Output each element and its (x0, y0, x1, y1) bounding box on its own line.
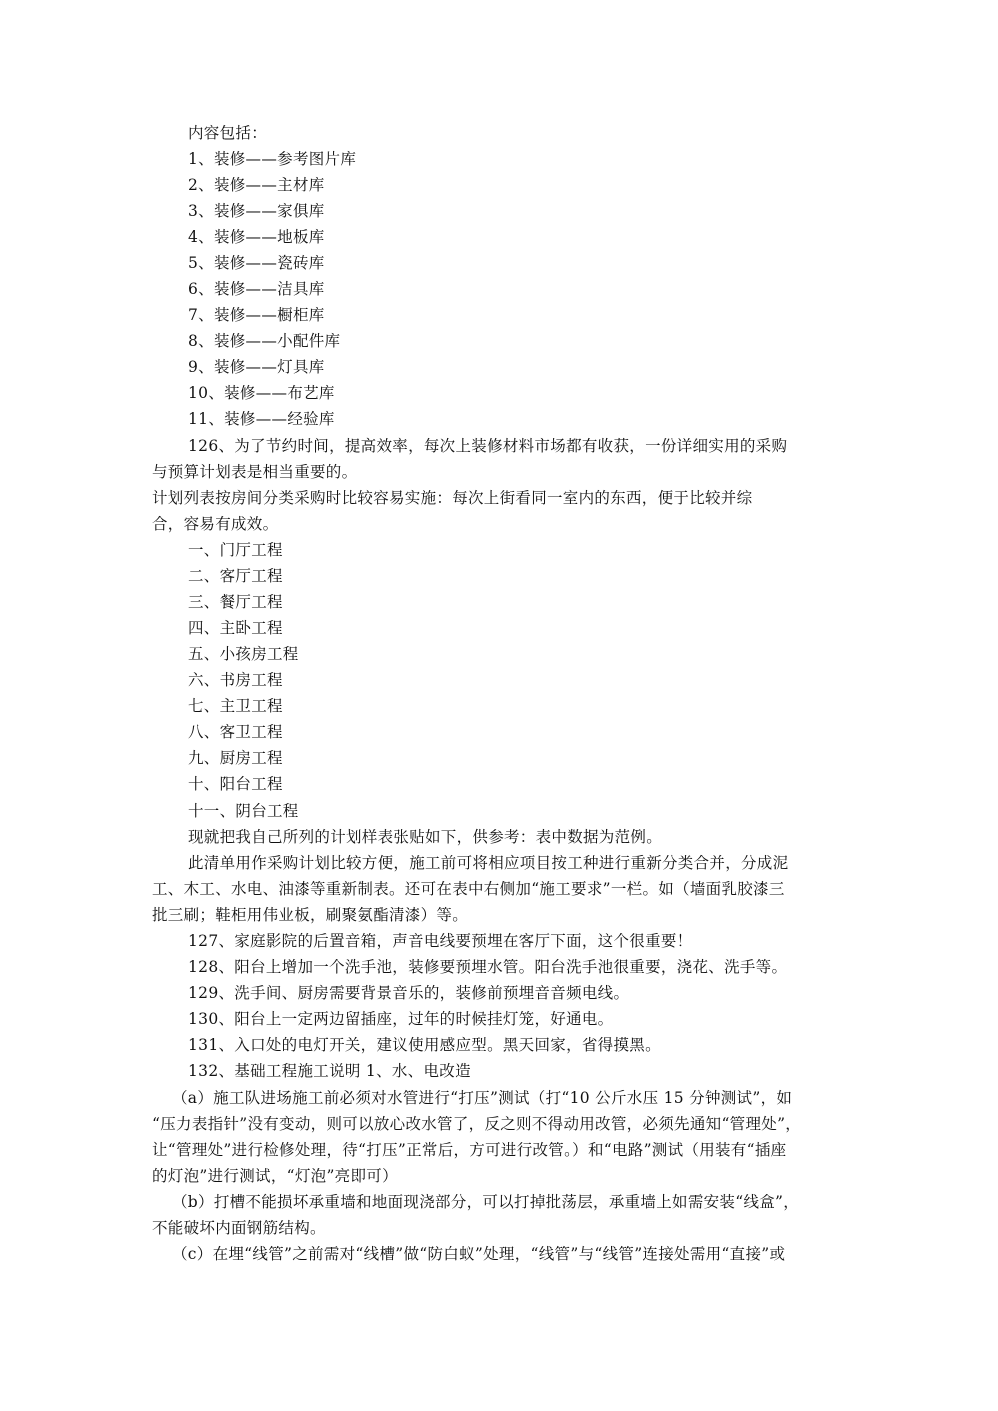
paragraph-line: 131、入口处的电灯开关，建议使用感应型。黑天回家，省得摸黑。 (188, 1036, 661, 1054)
paragraph-line: 合，容易有成效。 (152, 515, 279, 533)
paragraph-line: 的灯泡”进行测试，“灯泡”亮即可） (152, 1167, 398, 1185)
paragraph-line: 127、家庭影院的后置音箱，声音电线要预埋在客厅下面，这个很重要！ (188, 932, 693, 950)
list-item: 十、阳台工程 (188, 775, 283, 793)
paragraph-line: 130、阳台上一定两边留插座，过年的时候挂灯笼，好通电。 (188, 1010, 614, 1028)
list-item: 8、装修——小配件库 (188, 332, 341, 350)
paragraph-line: 现就把我自己所列的计划样表张贴如下，供参考：表中数据为范例。 (188, 828, 663, 846)
paragraph-line: 不能破坏内面钢筋结构。 (152, 1219, 326, 1237)
list-item: 9、装修——灯具库 (188, 358, 325, 376)
paragraph-line: （c）在埋“线管”之前需对“线槽”做“防白蚁”处理，“线管”与“线管”连接处需用“直接”或 (172, 1245, 786, 1263)
list-item: 二、客厅工程 (188, 567, 283, 585)
list-item: 5、装修——瓷砖库 (188, 254, 325, 272)
list-item: 11、装修——经验库 (188, 410, 335, 428)
list-item: 八、客卫工程 (188, 723, 283, 741)
list-item: 1、装修——参考图片库 (188, 150, 357, 168)
paragraph-line: 128、阳台上增加一个洗手池，装修要预埋水管。阳台洗手池很重要，浇花、洗手等。 (188, 958, 788, 976)
text-line: 内容包括： (188, 124, 268, 142)
paragraph-line: 计划列表按房间分类采购时比较容易实施：每次上街看同一室内的东西，便于比较并综 (152, 489, 753, 507)
list-item: 3、装修——家俱库 (188, 202, 325, 220)
paragraph-line: “压力表指针”没有变动，则可以放心改水管了，反之则不得动用改管，必须先通知“管理处”， (152, 1115, 802, 1133)
list-item: 六、书房工程 (188, 671, 283, 689)
list-item: 三、餐厅工程 (188, 593, 283, 611)
list-item: 一、门厅工程 (188, 541, 283, 559)
list-item: 五、小孩房工程 (188, 645, 299, 663)
list-item: 四、主卧工程 (188, 619, 283, 637)
list-item: 7、装修——橱柜库 (188, 306, 325, 324)
paragraph-line: 132、基础工程施工说明 1、水、电改造 (188, 1062, 471, 1080)
list-item: 6、装修——洁具库 (188, 280, 325, 298)
list-item: 十一、阴台工程 (188, 802, 299, 820)
paragraph-line: 批三刷；鞋柜用伟业板，刷聚氨酯清漆）等。 (152, 906, 469, 924)
paragraph-line: 此清单用作采购计划比较方便，施工前可将相应项目按工种进行重新分类合并，分成泥 (188, 854, 789, 872)
paragraph-line: 129、洗手间、厨房需要背景音乐的，装修前预埋音音频电线。 (188, 984, 630, 1002)
paragraph-line: 126、为了节约时间，提高效率，每次上装修材料市场都有收获，一份详细实用的采购 (188, 437, 788, 455)
list-item: 4、装修——地板库 (188, 228, 325, 246)
paragraph-line: 工、木工、水电、油漆等重新制表。还可在表中右侧加“施工要求”一栏。如（墙面乳胶漆三 (152, 880, 785, 898)
list-item: 10、装修——布艺库 (188, 384, 335, 402)
paragraph-line: 让“管理处”进行检修处理，待“打压”正常后，方可进行改管。）和“电路”测试（用装有“插座 (152, 1141, 787, 1159)
paragraph-line: （b）打槽不能损坏承重墙和地面现浇部分，可以打掉批荡层，承重墙上如需安装“线盒”， (172, 1193, 800, 1211)
list-item: 九、厨房工程 (188, 749, 283, 767)
list-item: 七、主卫工程 (188, 697, 283, 715)
list-item: 2、装修——主材库 (188, 176, 325, 194)
paragraph-line: （a）施工队进场施工前必须对水管进行“打压”测试（打“10 公斤水压 15 分钟测试”，如 (172, 1089, 793, 1107)
paragraph-line: 与预算计划表是相当重要的。 (152, 463, 358, 481)
